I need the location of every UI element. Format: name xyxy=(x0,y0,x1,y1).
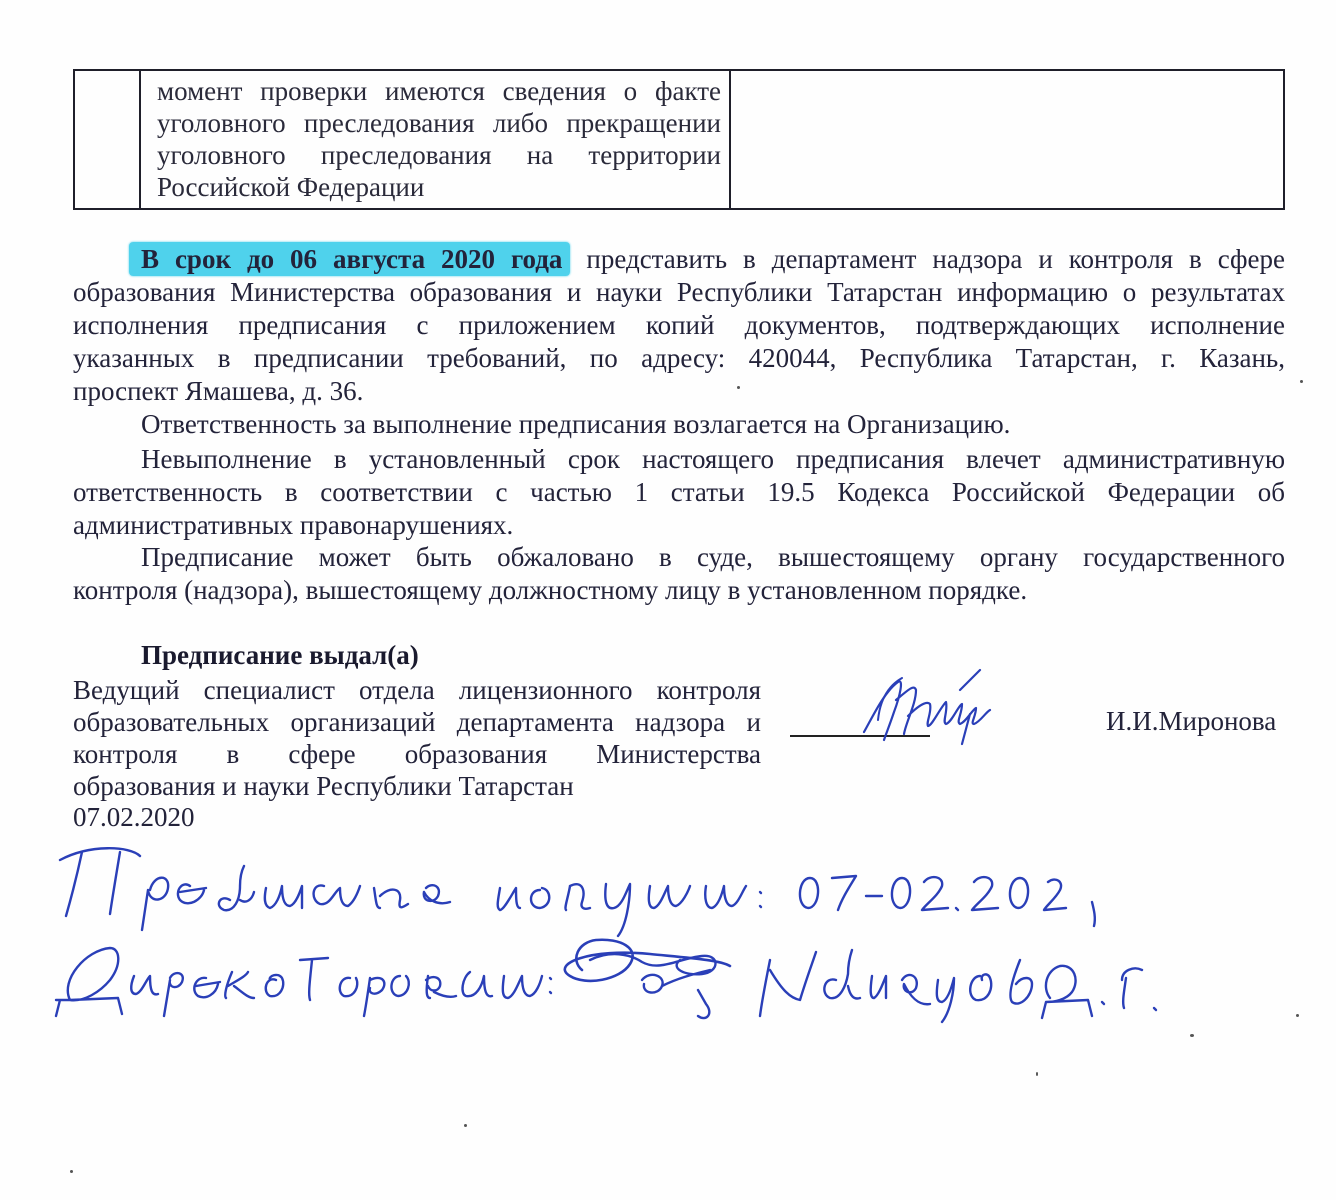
scan-speck xyxy=(1190,1034,1194,1037)
deadline-highlight: В срок до 06 августа 2020 года xyxy=(129,242,570,276)
paragraph-line: ответственность в соответствии с частью 1 статьи 19.5 Кодекса Российской Федерации об xyxy=(73,477,1285,507)
paragraph-line: Невыполнение в установленный срок настоящего предписания влечет административную xyxy=(141,444,1285,474)
official-name: И.И.Миронова xyxy=(1106,706,1277,736)
scan-speck xyxy=(1300,380,1303,383)
scan-speck xyxy=(1036,1072,1038,1076)
table-text-line: Российской Федерации xyxy=(157,172,425,202)
official-signature-icon xyxy=(850,660,1000,760)
scan-speck xyxy=(737,386,740,389)
paragraph-line: проспект Ямашева, д. 36. xyxy=(73,376,364,406)
paragraph-line: административных правонарушениях. xyxy=(73,510,514,540)
position-line: Ведущий специалист отдела лицензионного контроля xyxy=(73,675,761,705)
paragraph-line: Ответственность за выполнение предписания возлагается на Организацию. xyxy=(141,409,1011,439)
table-cell-empty xyxy=(731,71,1283,208)
paragraph-liability xyxy=(73,443,1285,542)
position-line: образовательных организаций департамента надзора и xyxy=(73,707,761,737)
position-line: образования и науки Республики Татарстан xyxy=(73,771,574,801)
issue-date: 07.02.2020 xyxy=(73,802,195,832)
table-text-line: уголовного преследования либо прекращении xyxy=(157,108,721,138)
table-cell-requirement xyxy=(141,71,731,208)
requirements-table-fragment xyxy=(73,69,1285,210)
scan-speck xyxy=(70,1170,73,1173)
issued-by-title: Предписание выдал(а) xyxy=(141,640,419,670)
paragraph-responsibility xyxy=(73,408,1285,441)
scan-speck xyxy=(464,1124,467,1127)
table-text-line: уголовного преследования на территории xyxy=(157,140,721,170)
paragraph-deadline xyxy=(73,243,1285,408)
official-position xyxy=(73,674,761,802)
position-line: контроля в сфере образования Министерства xyxy=(73,739,761,769)
table-text-line: момент проверки имеются сведения о факте xyxy=(157,76,721,106)
paragraph-line: указанных в предписании требований, по адресу: 420044, Республика Татарстан, г. Казань, xyxy=(73,343,1285,373)
deadline-line-rest: представить в департамент надзора и контроля в сфере xyxy=(570,244,1285,274)
paragraph-line: Предписание может быть обжаловано в суде, вышестоящему органу государственного xyxy=(141,542,1285,572)
handwritten-receipt-note xyxy=(30,830,1180,1040)
paragraph-line: образования Министерства образования и науки Республики Татарстан информацию о результатах xyxy=(73,277,1285,307)
paragraph-line: контроля (надзора), вышестоящему должностному лицу в установленном порядке. xyxy=(73,575,1028,605)
paragraph-appeal xyxy=(73,541,1285,607)
scan-speck xyxy=(1296,1014,1299,1017)
table-cell-number xyxy=(75,71,141,208)
paragraph-line: исполнения предписания с приложением копий документов, подтверждающих исполнение xyxy=(73,310,1285,340)
paragraph-line xyxy=(73,243,1285,276)
